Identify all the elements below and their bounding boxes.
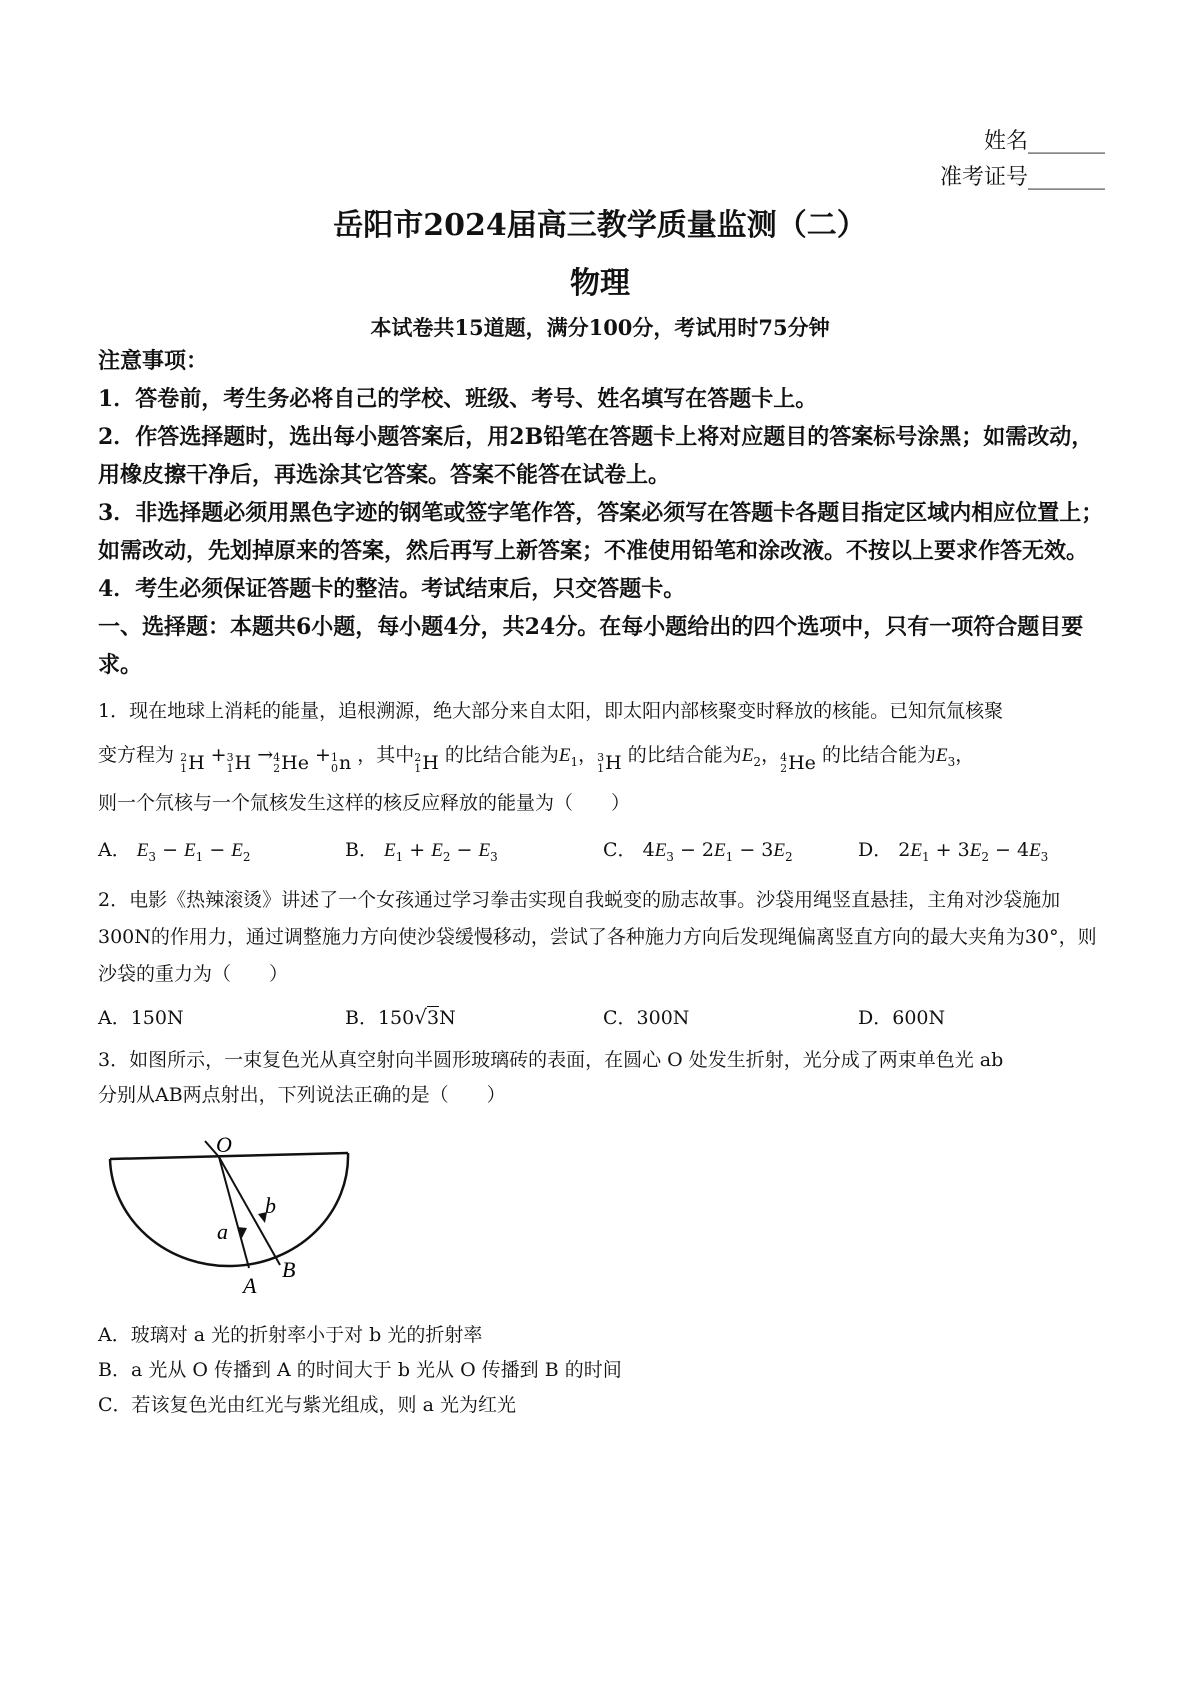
q3-line1: 3．如图所示，一束复色光从真空射向半圆形玻璃砖的表面，在圆心 O 处发生折射，光分成了两束单色光 ab (98, 1049, 1004, 1071)
q1-option-d: D． $2E_1 + 3E_2 - 4E_3$ (858, 839, 1049, 864)
q2-text: 2．电影《热辣滚烫》讲述了一个女孩通过学习拳击实现自我蜕变的励志故事。沙袋用绳竖直悬挂，主角对沙袋施加300N的作用力，通过调整施力方向使沙袋缓慢移动，尝试了各种施力方向后发现绳偏离竖直方向的最大夹角为30°，则沙袋的重力为（ ） (98, 889, 1097, 985)
semicircle-glass-figure (95, 1135, 375, 1305)
label-point-a: A (243, 1273, 257, 1298)
q3-option-a: A．玻璃对 a 光的折射率小于对 b 光的折射率 (98, 1324, 483, 1346)
q3-line2: 分别从AB两点射出，下列说法正确的是（ ） (98, 1084, 506, 1106)
q1-text: 变方程为 (98, 744, 175, 766)
q1-text: 的比结合能为 (821, 744, 936, 766)
notice-heading: 注意事项： (98, 348, 209, 374)
fusion-equation: 2 1 H + 3 1 H → 4 2 He + 1 0 n (180, 744, 352, 775)
q1-option-a: A． $E_3 - E_1 - E_2$ (98, 839, 251, 864)
q1-text: ，其中 (357, 744, 415, 766)
label-b-ray: b (265, 1193, 276, 1218)
q2-option-c: C．300N (603, 1007, 690, 1029)
notice-block (98, 342, 1108, 684)
label-o: O (216, 1135, 232, 1157)
ray-a (219, 1157, 249, 1268)
notice-item: 2．作答选择题时，选出每小题答案后，用2B铅笔在答题卡上将对应题目的答案标号涂黑；如需改动，用橡皮擦干净后，再选涂其它答案。答案不能答在试卷上。 (98, 424, 1094, 488)
q2-option-b: B．150√3N (345, 1005, 456, 1029)
q1-text: 的比结合能为 (627, 744, 742, 766)
notice-item: 1．答卷前，考生务必将自己的学校、班级、考号、姓名填写在答题卡上。 (98, 386, 818, 412)
subject-title: 物理 (570, 266, 630, 301)
q2-option-a: A．150N (98, 1007, 184, 1029)
q3-option-c: C．若该复色光由红光与紫光组成，则 a 光为红光 (98, 1394, 516, 1416)
q1-line1: 1．现在地球上消耗的能量，追根溯源，绝大部分来自太阳，即太阳内部核聚变时释放的核能。已知氘氚核聚 (98, 700, 1004, 722)
q2-option-d: D．600N (858, 1007, 946, 1029)
section-heading: 一、选择题：本题共6小题，每小题4分，共24分。在每小题给出的四个选项中，只有一项符合题目要求。 (98, 614, 1084, 678)
q3-option-b: B．a 光从 O 传播到 A 的时间大于 b 光从 O 传播到 B 的时间 (98, 1359, 622, 1381)
q1-option-c: C． $4E_3 - 2E_1 - 3E_2$ (603, 839, 793, 864)
label-point-b: B (282, 1257, 296, 1282)
q1-line2: 变方程为 2 1 H + 3 1 H → 4 2 He + 1 0 n ，其中 2 1 H 的比结合能为$E_1$， 3 1 H 的比结合能为$E_2$， 4 2 He 的比结合能为$E_3$， (98, 744, 975, 775)
glass-arc (110, 1153, 348, 1266)
name-field: 姓名_______ (983, 129, 1105, 154)
q1-text: 的比结合能为 (444, 744, 559, 766)
q1-option-b: B． $E_1 + E_2 - E_3$ (345, 839, 498, 864)
page-title: 岳阳市2024届高三教学质量监测（二） (333, 208, 867, 243)
label-a-ray: a (217, 1219, 228, 1244)
notice-item: 4．考生必须保证答题卡的整洁。考试结束后，只交答题卡。 (98, 576, 686, 602)
exam-info: 本试卷共15道题，满分100分，考试用时75分钟 (370, 315, 830, 340)
q1-line3: 则一个氘核与一个氚核发生这样的核反应释放的能量为（ ） (98, 792, 631, 814)
exam-id-field: 准考证号_______ (939, 165, 1105, 190)
notice-item: 3．非选择题必须用黑色字迹的钢笔或签字笔作答，答案必须写在答题卡各题目指定区域内相应位置上；如需改动，先划掉原来的答案，然后再写上新答案；不准使用铅笔和涂改液。不按以上要求作答无效。 (98, 500, 1104, 564)
